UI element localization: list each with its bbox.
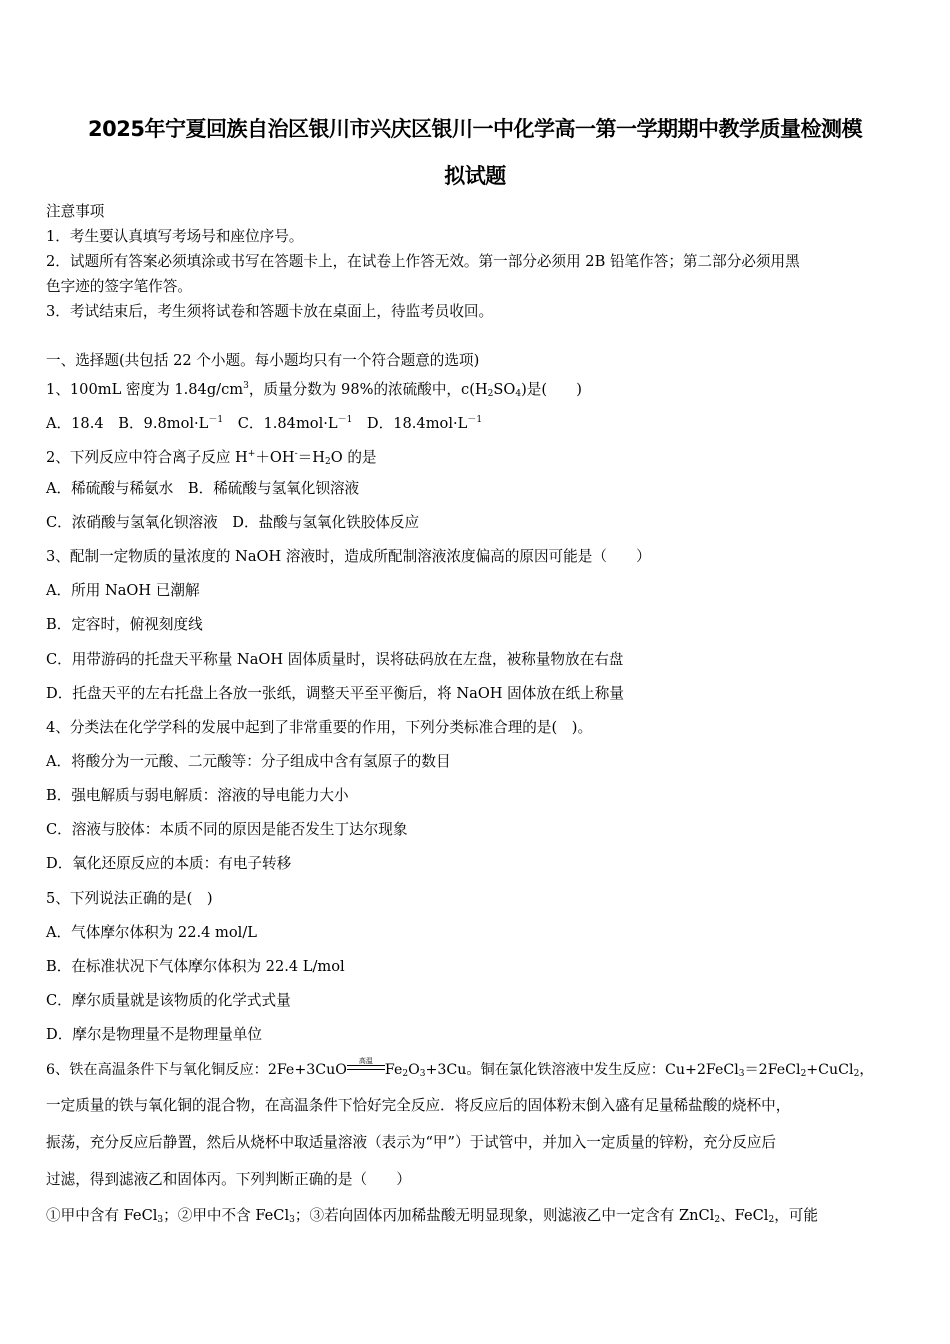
title-line-2: 拟试题: [444, 164, 506, 188]
notice-item: 色字迹的签字笔作答。: [46, 278, 192, 295]
question-4-option-b: B．强电解质与弱电解质：溶液的导电能力大小: [46, 787, 349, 804]
notice-item: 1．考生要认真填写考场号和座位序号。: [46, 228, 304, 245]
question-6-line-2: 一定质量的铁与氧化铜的混合物，在高温条件下恰好完全反应．将反应后的固体粉末倒入盛有足量稀盐酸的烧杯中，: [46, 1097, 791, 1114]
question-1-options: A．18.4 B．$9.8mol\cdot L^{-1}$ C．$1.84mol\cdot L^{-1}$ D．$18.4mol\cdot L^{-1}$: [46, 415, 483, 432]
question-2-options-row-1: A．稀硫酸与稀氨水 B．稀硫酸与氢氧化钡溶液: [46, 480, 360, 497]
question-3-stem: 3、配制一定物质的量浓度的 NaOH 溶液时，造成所配制溶液浓度偏高的原因可能是（ ）: [46, 548, 651, 565]
question-2-stem: 2、下列反应中符合离子反应 $H^++OH^-=H_2O$ 的是: [46, 449, 377, 467]
section-heading: 一、选择题(共包括 22 个小题。每小题均只有一个符合题意的选项): [46, 352, 480, 369]
notice-item: 3．考试结束后，考生须将试卷和答题卡放在桌面上，待监考员收回。: [46, 303, 494, 320]
question-6-line-5: ①甲中含有 FeCl$_3$；②甲中不含 FeCl$_3$；③若向固体丙加稀盐酸无明显现象，则滤液乙中一定含有 ZnCl$_2$、FeCl$_2$，可能: [46, 1207, 818, 1225]
question-2-options-row-2: C．浓硝酸与氢氧化钡溶液 D．盐酸与氢氧化铁胶体反应: [46, 514, 420, 531]
question-3-option-d: D．托盘天平的左右托盘上各放一张纸，调整天平至平衡后，将 NaOH 固体放在纸上称量: [46, 685, 624, 702]
question-5-stem: 5、下列说法正确的是( ): [46, 890, 213, 907]
question-5-option-a: A．气体摩尔体积为 22.4 mol/L: [46, 924, 257, 941]
question-4-option-a: A．将酸分为一元酸、二元酸等：分子组成中含有氢原子的数目: [46, 753, 451, 770]
question-6-line-4: 过滤，得到滤液乙和固体丙。下列判断正确的是（ ）: [46, 1171, 411, 1188]
question-4-stem: 4、分类法在化学学科的发展中起到了非常重要的作用，下列分类标准合理的是( )。: [46, 719, 593, 736]
question-4-option-d: D．氧化还原反应的本质：有电子转移: [46, 855, 292, 872]
question-5-option-c: C．摩尔质量就是该物质的化学式式量: [46, 992, 291, 1009]
question-4-option-c: C．溶液与胶体：本质不同的原因是能否发生丁达尔现象: [46, 821, 408, 838]
question-3-option-c: C．用带游码的托盘天平称量 NaOH 固体质量时，误将砝码放在左盘，被称量物放在右盘: [46, 651, 624, 668]
question-3-option-b: B．定容时，俯视刻度线: [46, 616, 203, 633]
question-6-line-3: 振荡，充分反应后静置，然后从烧杯中取适量溶液（表示为“甲”）于试管中，并加入一定质量的锌粉，充分反应后: [46, 1134, 777, 1151]
notice-heading: 注意事项: [46, 203, 105, 220]
notice-item: 2．试题所有答案必须填涂或书写在答题卡上，在试卷上作答无效。第一部分必须用 2B 铅笔作答；第二部分必须用黑: [46, 253, 800, 270]
question-6-line-1: 6、铁在高温条件下与氧化铜反应：2Fe+3CuO 高温 $Fe_2O_3+3Cu$。铜在氯化铁溶液中发生反应：Cu+2FeCl$_3$＝2FeCl$_2$+CuCl$_2$，: [46, 1057, 874, 1079]
question-5-option-b: B．在标准状况下气体摩尔体积为 22.4 L/mol: [46, 958, 345, 975]
question-5-option-d: D．摩尔是物理量不是物理量单位: [46, 1026, 263, 1043]
question-1-stem: 1、100mL 密度为 $1.84g/cm^3$，质量分数为 98%的浓硫酸中，$c(H_2SO_4)$是( ): [46, 381, 582, 399]
question-3-option-a: A．所用 NaOH 已潮解: [46, 582, 200, 599]
reaction-condition: 高温: [347, 1060, 385, 1080]
title-line-1: 2025年宁夏回族自治区银川市兴庆区银川一中化学高一第一学期期中教学质量检测模: [88, 117, 862, 141]
